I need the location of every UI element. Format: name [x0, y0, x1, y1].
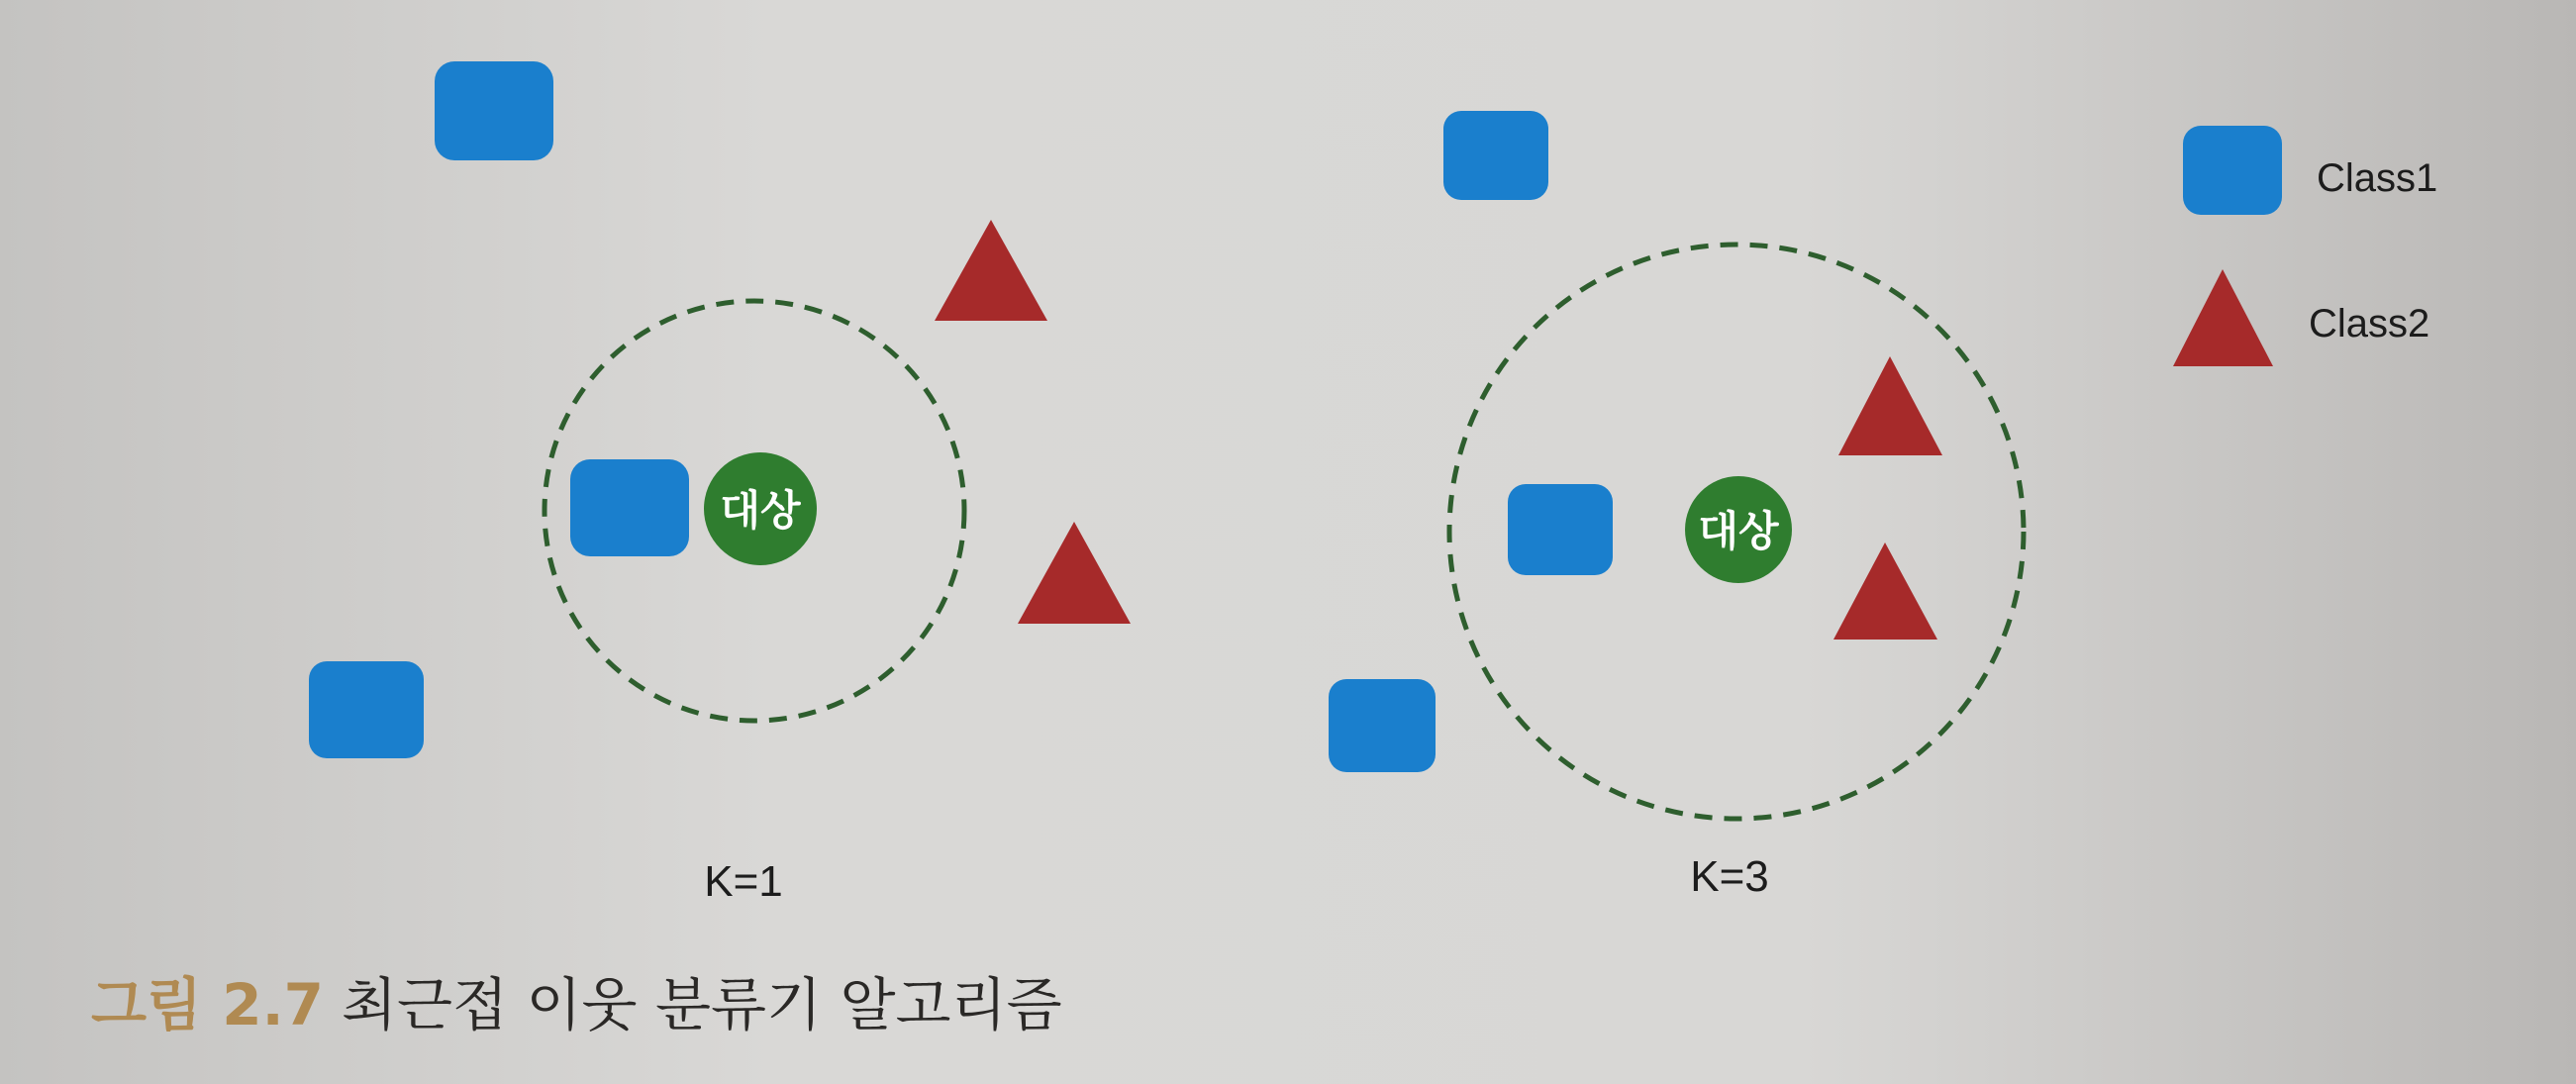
panel-k1	[309, 61, 1131, 906]
class1-square	[1329, 679, 1436, 772]
legend-class1-label: Class1	[2317, 156, 2438, 200]
class1-square	[1508, 484, 1613, 575]
class2-triangle	[1833, 542, 1937, 640]
class2-triangle	[1838, 356, 1942, 455]
panel-k3	[1329, 111, 2024, 901]
legend-class1-swatch	[2183, 126, 2282, 215]
k-label: K=1	[704, 857, 783, 906]
class1-square	[1443, 111, 1548, 200]
class2-triangle	[1018, 522, 1131, 624]
legend-class2-label: Class2	[2309, 302, 2430, 345]
class1-square	[570, 459, 689, 556]
figure-title: 최근접 이웃 분류기 알고리즘	[342, 971, 1062, 1038]
legend	[2173, 126, 2437, 366]
figure-caption	[91, 958, 1062, 1041]
class1-square	[309, 661, 424, 758]
legend-class2-swatch	[2173, 269, 2273, 366]
target-label: 대상	[720, 486, 801, 535]
class1-square	[435, 61, 553, 160]
k-label: K=3	[1690, 852, 1769, 901]
target-label: 대상	[1698, 507, 1779, 555]
figure-number: 그림 2.7	[91, 971, 324, 1038]
class2-triangle	[935, 220, 1047, 321]
